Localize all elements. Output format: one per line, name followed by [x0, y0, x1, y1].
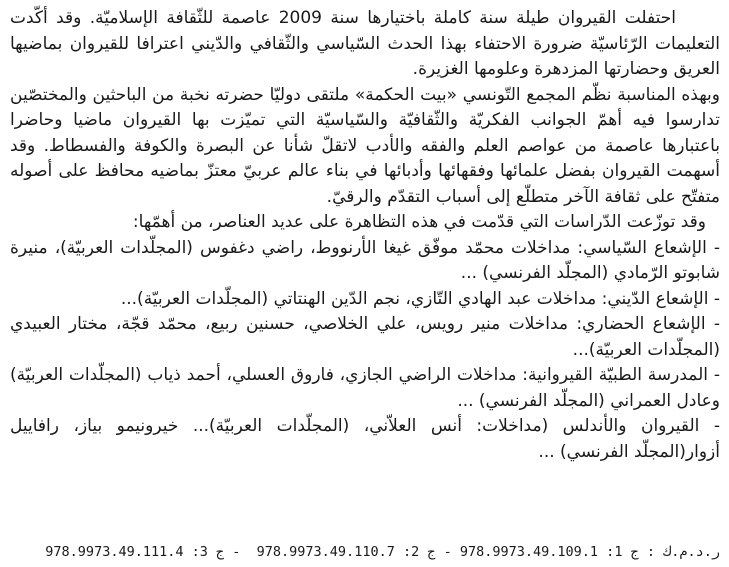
list-item-andalusia: - القيروان والأندلس (مداخلات: أنس العلاّني، (المجلّدات العربيّة)... خيرونيمو بياز، رافاييل أزوار(المجلّد الفرنسي) ... — [10, 416, 720, 462]
document-page — [10, 6, 720, 561]
list-item-civilizational: - الإشعاع الحضاري: مداخلات منير رويس، علي الخلاصي، حسنين ربيع، محمّد قجّة، مختار العبيدي (المجلّدات العربيّة)... — [10, 314, 720, 360]
list-item-political: - الإشعاع السّياسي: مداخلات محمّد موفّق غيغا الأرنووط، راضي دغفوس (المجلّدات العربيّة)، منيرة شابوتو الرّمادي (المجلّد الفرنسي) ... — [10, 237, 720, 283]
paragraph-topics-intro: وقد توزّعت الدّراسات التي قدّمت في هذه التظاهرة على عديد العناصر، من أهمّها: — [132, 212, 706, 232]
paragraph-symposium: وبهذه المناسبة نظّم المجمع التّونسي «بيت الحكمة» ملتقى دوليّا حضرته نخبة من الباحثين والمختصّين تدارسوا فيه أهمّ الجوانب الفكريّة والثّقافيّة والسّياسيّة التي تميّزت بها القيروان ماضيا وحاضرا باعتبارها عاصمة من عواصم العلم والفقه والأدب لاتقلّ شأنا عن البصرة والكوفة والفسطاط. وقد أسهمت القيروان بفضل علمائها وفقهائها وأدبائها في بناء عالم عربيّ معتزّ بماضيه محافظ على أصوله متفتّح على ثقافة الآخر متطلّع إلى أسباب التقدّم والرقيّ. — [10, 84, 720, 207]
isbn-line: ر.د.م.ك : ج 1: 978.9973.49.109.1 - ج 2: 978.9973.49.110.7 - ج 3: 978.9973.49.111.4 — [45, 544, 720, 560]
paragraph-celebration: احتفلت القيروان طيلة سنة كاملة باختيارها سنة 2009 عاصمة للثّقافة الإسلاميّة. وقد أكّدت التعليمات الرّئاسيّة ضرورة الاحتفاء بهذا الحدث السّياسي والثّقافي والدّيني اعترافا للقيروان بماضيها العريق وحضارتها المزدهرة وعلومها الغزيرة. — [10, 8, 720, 79]
list-item-medical-school: - المدرسة الطبيّة القيروانية: مداخلات الراضي الجازي، فاروق العسلي، أحمد ذياب (المجلّدات العربيّة) وعادل العمراني (المجلّد الفرنسي) ... — [10, 365, 720, 411]
list-item-religious: - الإشعاع الدّيني: مداخلات عبد الهادي التّازي، نجم الدّين الهنتاتي (المجلّدات العربيّة)... — [120, 288, 720, 309]
